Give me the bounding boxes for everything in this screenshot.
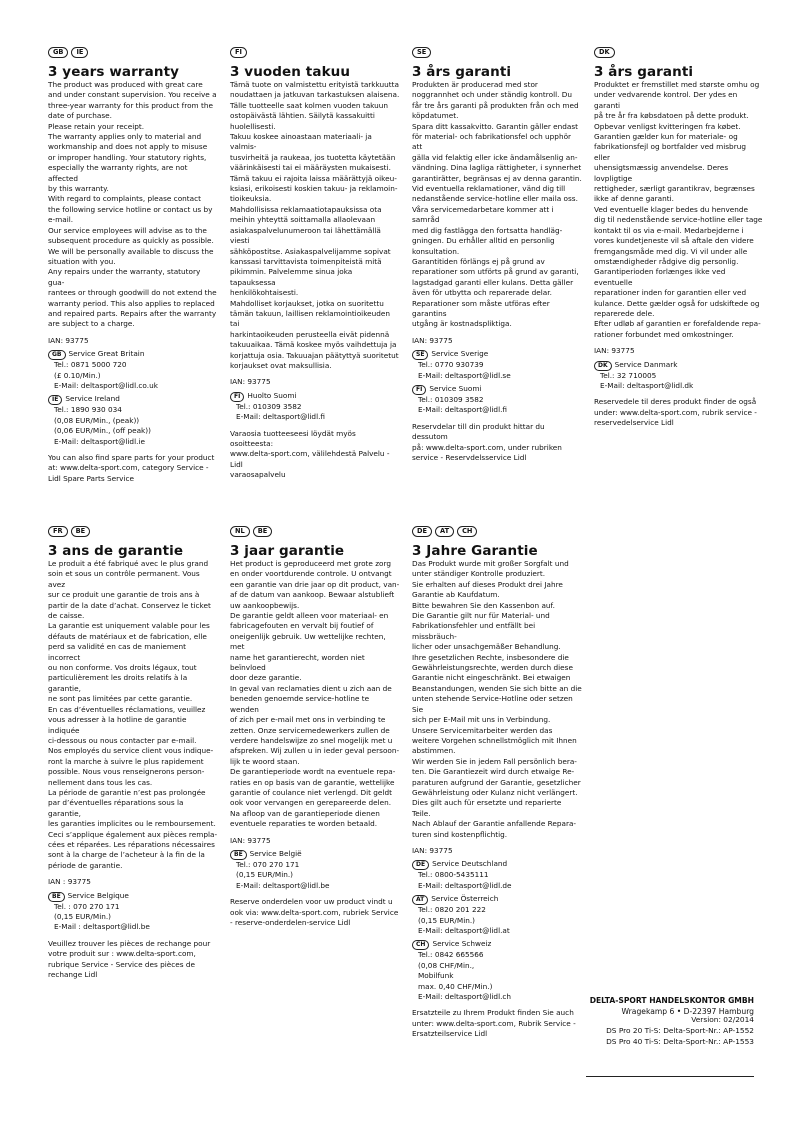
- ian-number: IAN: 93775: [594, 346, 635, 356]
- service-heading: [594, 360, 764, 371]
- service-details: Tel.: 0800-5435111 E-Mail: deltasport@lidl.de: [418, 870, 512, 890]
- service-contact: [412, 939, 582, 1002]
- service-name: Service Schweiz: [432, 939, 492, 949]
- ian-number: IAN : 93775: [48, 877, 91, 887]
- country-badge: FI: [230, 47, 247, 58]
- service-details: Tel.: 0770 930739 E-Mail: deltasport@lidl.se: [418, 360, 511, 380]
- service-heading: [412, 894, 582, 905]
- service-details: Tel.: 0820 201 222 (0,15 EUR/Min.) E-Mail: deltasport@lidl.at: [418, 905, 510, 935]
- country-badges: [412, 526, 582, 539]
- service-details: Tel.: 0871 5000 720 (£ 0.10/Min.) E-Mail: deltasport@lidl.co.uk: [54, 360, 158, 390]
- service-heading: [412, 349, 582, 360]
- service-details: Tel.: 070 270 171 (0,15 EUR/Min.) E-Mail: deltasport@lidl.be: [236, 859, 330, 890]
- service-details: Tel.: 010309 3582 E-Mail: deltasport@lidl.fi: [418, 394, 508, 415]
- ian-number: IAN: 93775: [412, 845, 453, 855]
- section-gb-ie: [48, 47, 218, 484]
- section-de-at-ch: [412, 526, 582, 1040]
- service-heading: [412, 939, 582, 950]
- service-name: Service Danmark: [614, 359, 678, 369]
- service-name: Service Sverige: [431, 349, 489, 359]
- service-contact: [412, 859, 582, 891]
- service-contact: [412, 894, 582, 936]
- service-name: Service Ireland: [65, 394, 120, 404]
- section-title: 3 Jahre Garantie: [412, 543, 538, 559]
- warranty-text: Produkten är producerad med stor noggrannhet och under ständig kontroll. Du får tre års garanti på produkten från och med köpdatumet. Spara ditt kassakvitto. Garantin gäller endast för material- och fabrikationsfel och upphör att gälla vid felaktig eller icke ändamålsenlig an- vändning. Dina lagliga rättigheter, i synnerhet garantirätter, begränsas ej av denna garantin. Vid eventuella reklamationer, vänd dig till nedanstående service-hotline eller maila oss. Våra servicemedarbetare kommer att i samråd med dig fastlägga den fortsatta handläg- gningen. Du erhåller alltid en personlig konsultation. Garantitiden förlängs ej på grund av reparationer som utförts på grund av garanti, lagstadgad garanti eller kulans. Detta gäller även för utbytta och reparerade delar. Reparationer som måste utföras efter garantins utgång är kostnadspliktiga.: [412, 80, 582, 329]
- company-address: Wragekamp 6 • D-22397 Hamburg: [621, 1007, 754, 1016]
- ian-number: IAN: 93775: [230, 377, 271, 387]
- service-heading: [48, 394, 218, 405]
- spare-parts-note: Reservdelar till din produkt hittar du dessutom på: www.delta-sport.com, under rubriken service - Reservdelsservice Lidl: [412, 421, 562, 462]
- section-title: 3 years warranty: [48, 64, 180, 80]
- country-badges: [594, 47, 764, 60]
- service-contact: [230, 391, 400, 423]
- country-badge: NL: [230, 526, 250, 537]
- service-name: Service België: [249, 848, 302, 858]
- warranty-text: Das Produkt wurde mit großer Sorgfalt und unter ständiger Kontrolle produziert. Sie erhalten auf dieses Produkt drei Jahre Garantie ab Kaufdatum. Bitte bewahren Sie den Kassenbon auf. Die Garantie gilt nur für Material- und Fabrikationsfehler und entfällt bei missbräuch- licher oder unsachgemäßer Behandlung. Ihre gesetzlichen Rechte, insbesondere die Gewährleistungsrechte, werden durch diese Garantie nicht eingeschränkt. Bei etwaigen Beanstandungen, wenden Sie sich bitte an die unten stehende Service-Hotline oder setzen Sie sich per E-Mail mit uns in Verbindung. Unsere Servicemitarbeiter werden das weitere Vorgehen schnellstmöglich mit Ihnen abstimmen. Wir werden Sie in jedem Fall persönlich bera- ten. Die Garantiezeit wird durch etwaige Re- paraturen aufgrund der Garantie, gesetzlicher Gewährleistung oder Kulanz nicht verlängert. Dies gilt auch für ersetzte und reparierte Teile. Nach Ablauf der Garantie anfallende Repara- turen sind kostenpflichtig.: [412, 559, 582, 839]
- service-contact: [48, 349, 218, 391]
- ian-number: IAN: 93775: [412, 335, 453, 345]
- company-name: DELTA-SPORT HANDELSKONTOR GMBH: [589, 996, 754, 1005]
- service-heading: [48, 349, 218, 360]
- country-badge: CH: [457, 526, 477, 537]
- service-name: Service Belgique: [67, 890, 129, 900]
- country-badge: BE: [71, 526, 91, 537]
- country-badge: FR: [48, 526, 68, 537]
- section-fi: [230, 47, 400, 481]
- service-country-badge: SE: [412, 350, 428, 360]
- service-country-badge: IE: [48, 395, 62, 405]
- warranty-text: Produktet er fremstillet med største omhu og under vedvarende kontrol. Der ydes en garanti på tre år fra købsdatoen på dette produkt. Opbevar venligst kvitteringen fra købet. Garantien gælder kun for materiale- og fabrikationsfejl og bortfalder ved misbrug eller uhensigtsmæssig anvendelse. Deres lovpligtige rettigheder, særligt garantikrav, begrænses ikke af denne garanti. Ved eventuelle klager bedes du henvende dig til nedenstående service-hotline eller tage kontakt til os via e-mail. Medarbejderne i vores kundetjeneste vil så aftale den videre fremgangsmåde med dig. Vi vil under alle omstændigheder rådgive dig personlig. Garantiperioden forlænges ikke ved eventuelle reparationer inden for garantien eller ved kulance. Dette gælder også for udskiftede og reparerede dele. Efter udløb af garantien er forefaldende repa- rationer forbundet med omkostninger.: [594, 80, 763, 339]
- ian-number: IAN: 93775: [230, 835, 271, 845]
- ian-number: IAN: 93775: [48, 335, 89, 345]
- country-badge: AT: [435, 526, 454, 537]
- spare-parts-note: Veuillez trouver les pièces de rechange pour votre produit sur : www.delta-sport.com, rubrique Service - Service des pièces de rechange Lidl: [48, 938, 211, 980]
- service-contact: [412, 384, 582, 416]
- service-country-badge: FI: [412, 385, 426, 395]
- warranty-text: Le produit a été fabriqué avec le plus grand soin et sous un contrôle permanent. Vous avez sur ce produit une garantie de trois ans à partir de la date d’achat. Conservez le ticket de caisse. La garantie est uniquement valable pour les défauts de matériaux et de fabrication, elle perd sa validité en cas de maniement incorrect ou non conforme. Vos droits légaux, tout particulièrement les droits relatifs à la garantie, ne sont pas limitées par cette garantie. En cas d’éventuelles réclamations, veuillez vous adresser à la hotline de garantie indiquée ci-dessous ou nous contacter par e-mail. Nos employés du service client vous indique- ront la marche à suivre le plus rapidement possible. Nous vous renseignerons person- nellement dans tous les cas. La période de garantie n’est pas prolongée par d’éventuelles réparations sous la garantie, les garanties implicites ou le remboursement. Ceci s’applique également aux pièces rempla- cées et réparées. Les réparations nécessaires sont à la charge de l’acheteur à la fin de la période de garantie.: [48, 559, 218, 870]
- service-details: Tel.: 010309 3582 E-Mail: deltasport@lidl.fi: [236, 401, 326, 422]
- model-line-2: DS Pro 40 Ti-S: Delta-Sport-Nr.: AP-1553: [606, 1037, 754, 1046]
- service-contact: [230, 849, 400, 891]
- service-name: Service Österreich: [431, 894, 499, 904]
- country-badge: BE: [253, 526, 273, 537]
- country-badge: GB: [48, 47, 68, 58]
- warranty-text: Het product is geproduceerd met grote zorg en onder voortdurende controle. U ontvangt een garantie van drie jaar op dit product, van- af de datum van aankoop. Bewaar alstublieft uw aankoopbewijs. De garantie geldt alleen voor materiaal- en fabricagefouten en vervalt bij foutief of oneigenlijk gebruik. Uw wettelijke rechten, met name het garantierecht, worden niet beïnvloed door deze garantie. In geval van reclamaties dient u zich aan de beneden genoemde service-hotline te wenden of zich per e-mail met ons in verbinding te zetten. Onze servicemedewerkers zullen de verdere handelswijze zo snel mogelijk met u afspreken. Wij zullen u in ieder geval persoon- lijk te woord staan. De garantieperiode wordt na eventuele repa- raties en op basis van de garantie, wettelijke garantie of coulance niet verlengd. Dit geldt ook voor vervangen en gerepareerde delen. Na afloop van de garantieperiode dienen eventuele reparaties te worden betaald.: [230, 559, 400, 829]
- service-country-badge: CH: [412, 940, 429, 950]
- version-label: Version: 02/2014: [691, 1015, 754, 1024]
- section-title: 3 års garanti: [594, 64, 694, 80]
- section-title: 3 ans de garantie: [48, 543, 184, 559]
- service-country-badge: AT: [412, 895, 428, 905]
- service-heading: [230, 849, 400, 860]
- service-heading: [412, 384, 582, 395]
- service-name: Service Suomi: [429, 383, 482, 393]
- warranty-text: Tämä tuote on valmistettu erityistä tarkkuutta noudattaen ja jatkuvan tarkastuksen alaisena. Tälle tuotteelle saat kolmen vuoden takuun ostopäivästä lähtien. Säilytä kassakuitti huolellisesti. Takuu koskee ainoastaan materiaali- ja valmis- tusvirheitä ja raukeaa, jos tuotetta käytetään väärinkäisesti tai ei määräysten mukaisesti. Tämä takuu ei rajoita laissa määrättyjä oikeu- ksiasi, erikoisesti koskien takuu- ja reklamoin- tioikeuksia. Mahdollisissa reklamaatiotapauksissa ota meihin yhteyttä soittamalla allaolevaan asiakaspalvelunumeroon tai lähettämällä viesti sähköpostitse. Asiakaspalvelijamme sopivat kanssasi tarvittavista toimenpiteistä mitä pikimmin. Palvelemme sinua joka tapauksessa henkilökohtaisesti. Mahdolliset korjaukset, jotka on suoritettu tämän takuun, laillisen reklamointioikeuden tai harkintaoikeuden perusteella eivät pidennä takuuaikaa. Tämä koskee myös vaihdettuja ja korjattuja osia. Takuuajan päätyttyä suoritetut korjaukset ovat maksullisia.: [230, 80, 400, 370]
- spare-parts-note: Varaosia tuotteeseesi löydät myös osoitteesta: www.delta-sport.com, välilehdestä Palvelu - Lidl varaosapalvelu: [230, 428, 390, 480]
- section-title: 3 vuoden takuu: [230, 64, 351, 80]
- service-details: Tel.: 32 710005 E-Mail: deltasport@lidl.dk: [600, 370, 694, 390]
- service-details: Tel. : 070 270 171 (0,15 EUR/Min.) E-Mail : deltasport@lidl.be: [54, 901, 150, 932]
- spare-parts-note: Reserve onderdelen voor uw product vindt u ook via: www.delta-sport.com, rubriek Service - reserve-onderdelen-service Lidl: [230, 897, 399, 927]
- service-country-badge: FI: [230, 392, 244, 402]
- service-country-badge: GB: [48, 350, 66, 360]
- spare-parts-note: Reservedele til deres produkt finder de også under: www.delta-sport.com, rubrik service - reservedelservice Lidl: [594, 397, 757, 428]
- service-heading: [412, 859, 582, 870]
- service-heading: [48, 891, 218, 902]
- service-details: Tel.: 1890 930 034 (0,08 EUR/Min., (peak)) (0,06 EUR/Min., (off peak)) E-Mail: deltasport@lidl.ie: [54, 405, 151, 446]
- country-badge: SE: [412, 47, 431, 58]
- section-title: 3 års garanti: [412, 64, 512, 80]
- service-details: Tel.: 0842 665566 (0,08 CHF/Min., Mobilfunk max. 0,40 CHF/Min.) E-Mail: deltasport@lidl.ch: [418, 950, 512, 1002]
- service-country-badge: BE: [230, 850, 247, 860]
- spare-parts-note: Ersatzteile zu Ihrem Produkt finden Sie auch unter: www.delta-sport.com, Rubrik Service - Ersatzteilservice Lidl: [412, 1008, 576, 1039]
- country-badges: [230, 47, 400, 60]
- country-badges: [48, 47, 218, 60]
- service-contact: [48, 394, 218, 447]
- version-block: [606, 1014, 754, 1047]
- service-contact: [48, 891, 218, 933]
- spare-parts-note: You can also find spare parts for your product at: www.delta-sport.com, category Service - Lidl Spare Parts Service: [48, 453, 215, 483]
- section-title: 3 jaar garantie: [230, 543, 345, 559]
- section-dk: [594, 47, 764, 429]
- section-fr-be: [48, 526, 218, 980]
- section-se: [412, 47, 582, 463]
- service-name: Service Deutschland: [432, 859, 508, 869]
- service-contact: [412, 349, 582, 381]
- divider-line: [586, 1076, 754, 1077]
- warranty-text: The product was produced with great care and under constant supervision. You receive a three-year warranty for this product from the date of purchase. Please retain your receipt. The warranty applies only to material and workmanship and does not apply to misuse or improper handling. Your statutory rights, especially the warranty rights, are not affected by this warranty. With regard to complaints, please contact the following service hotline or contact us by e-mail. Our service employees will advise as to the subsequent procedure as quickly as possible. We will be personally available to discuss the situation with you. Any repairs under the warranty, statutory gua- rantees or through goodwill do not extend the warranty period. This also applies to replaced and repaired parts. Repairs after the warranty are subject to a charge.: [48, 80, 217, 329]
- country-badges: [48, 526, 218, 539]
- country-badge: IE: [71, 47, 88, 58]
- service-heading: [230, 391, 400, 402]
- country-badge: DE: [412, 526, 432, 537]
- service-name: Huolto Suomi: [247, 390, 297, 400]
- country-badge: DK: [594, 47, 615, 58]
- service-country-badge: BE: [48, 892, 65, 902]
- service-country-badge: DK: [594, 361, 612, 371]
- model-line-1: DS Pro 20 Ti-S: Delta-Sport-Nr.: AP-1552: [606, 1026, 754, 1035]
- service-country-badge: DE: [412, 860, 429, 870]
- country-badges: [412, 47, 582, 60]
- service-name: Service Great Britain: [68, 349, 145, 359]
- section-nl-be: [230, 526, 400, 928]
- service-contact: [594, 360, 764, 392]
- country-badges: [230, 526, 400, 539]
